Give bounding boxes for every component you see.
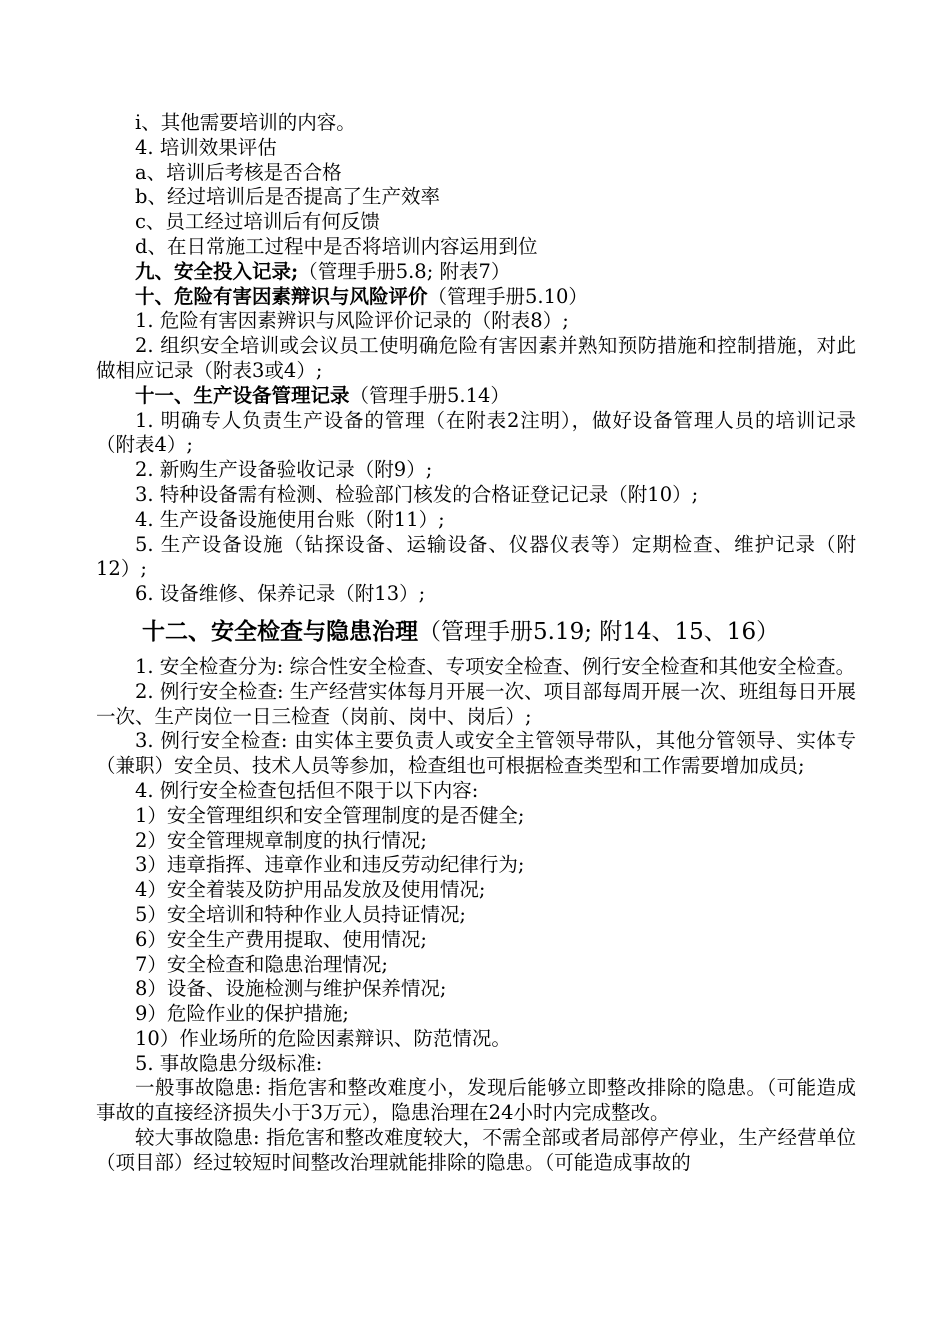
check-list-item: 1）安全管理组织和安全管理制度的是否健全;: [135, 803, 525, 827]
section-12-title: 十二、安全检查与隐患治理: [142, 617, 418, 645]
section-12-item-5: 5. 事故隐患分级标准:: [135, 1051, 323, 1075]
section-10-heading: [96, 285, 856, 310]
section-10-item-1: 1. 危险有害因素辨识与风险评价记录的（附表8）;: [135, 309, 569, 333]
section-11-item-5: 5. 生产设备设施（钻探设备、运输设备、仪器仪表等）定期检查、维护记录（附12）;: [96, 532, 856, 581]
section-12-item-4: 4. 例行安全检查包括但不限于以下内容:: [135, 778, 479, 802]
section-11-title: 十一、生产设备管理记录: [135, 383, 350, 407]
section-11-item-3: 3. 特种设备需有检测、检验部门核发的合格证登记记录（附10）;: [135, 482, 699, 506]
section-10-ref: （管理手册5.10）: [427, 284, 588, 308]
section-11-item-1: 1. 明确专人负责生产设备的管理（在附表2注明），做好设备管理人员的培训记录（附表4）;: [96, 408, 856, 457]
check-list-item: 9）危险作业的保护措施;: [135, 1002, 349, 1026]
check-list-item: 6）安全生产费用提取、使用情况;: [135, 927, 427, 951]
training-eval-b: b、经过培训后是否提高了生产效率: [135, 185, 440, 209]
section-12-ref: （管理手册5.19; 附14、15、16）: [418, 618, 780, 645]
section-9-heading: [96, 260, 856, 285]
section-12-item-1: 1. 安全检查分为: 综合性安全检查、专项安全检查、例行安全检查和其他安全检查。: [135, 654, 856, 678]
training-eval-title: 4. 培训效果评估: [135, 135, 277, 159]
section-10-item-2: 2. 组织安全培训或会议员工使明确危险有害因素并熟知预防措施和控制措施，对此做相应记录（附表3或4）;: [96, 334, 856, 382]
section-9-title: 九、安全投入记录;: [135, 259, 299, 283]
section-11-item-2: 2. 新购生产设备验收记录（附9）;: [135, 458, 433, 482]
check-list-item: 8）设备、设施检测与维护保养情况;: [135, 977, 447, 1001]
section-11-ref: （管理手册5.14）: [349, 383, 510, 407]
training-item-i: i、其他需要培训的内容。: [135, 111, 356, 134]
section-9-ref: （管理手册5.8; 附表7）: [298, 259, 511, 283]
check-list-item: 5）安全培训和特种作业人员持证情况;: [135, 902, 466, 926]
check-list-item: 3）违章指挥、违章作业和违反劳动纪律行为;: [135, 853, 525, 877]
check-list-item: 10）作业场所的危险因素辩识、防范情况。: [135, 1026, 511, 1050]
document-page: [96, 111, 856, 1176]
general-hazard-definition: 一般事故隐患: 指危害和整改难度小，发现后能够立即整改排除的隐患。（可能造成事故的直接经济损失小于3万元），隐患治理在24小时内完成整改。: [96, 1076, 856, 1125]
check-list-item: 4）安全着装及防护用品发放及使用情况;: [135, 878, 486, 902]
check-list-item: 7）安全检查和隐患治理情况;: [135, 952, 388, 976]
major-hazard-definition: 较大事故隐患: 指危害和整改难度较大，不需全部或者局部停产停业，生产经营单位（项目部）经过较短时间整改治理就能排除的隐患。（可能造成事故的: [96, 1126, 856, 1174]
training-eval-a: a、培训后考核是否合格: [135, 160, 342, 184]
section-11-heading: [96, 384, 856, 409]
section-12-item-3: 3. 例行安全检查: 由实体主要负责人或安全主管领导带队，其他分管领导、实体专（兼职）安全员、技术人员等参加，检查组也可根据检查类型和工作需要增加成员;: [96, 729, 856, 778]
section-11-item-4: 4. 生产设备设施使用台账（附11）;: [135, 507, 445, 531]
training-eval-c: c、员工经过培训后有何反馈: [135, 210, 380, 234]
training-eval-d: d、在日常施工过程中是否将培训内容运用到位: [135, 234, 538, 258]
section-11-item-6: 6. 设备维修、保养记录（附13）;: [135, 582, 426, 606]
section-12-item-2: 2. 例行安全检查: 生产经营实体每月开展一次、项目部每周开展一次、班组每日开展一次、生产岗位一日三检查（岗前、岗中、岗后）;: [96, 679, 856, 728]
section-10-title: 十、危险有害因素辩识与风险评价: [135, 284, 428, 308]
check-list-item: 2）安全管理规章制度的执行情况;: [135, 828, 427, 852]
section-12-heading: [96, 617, 856, 647]
